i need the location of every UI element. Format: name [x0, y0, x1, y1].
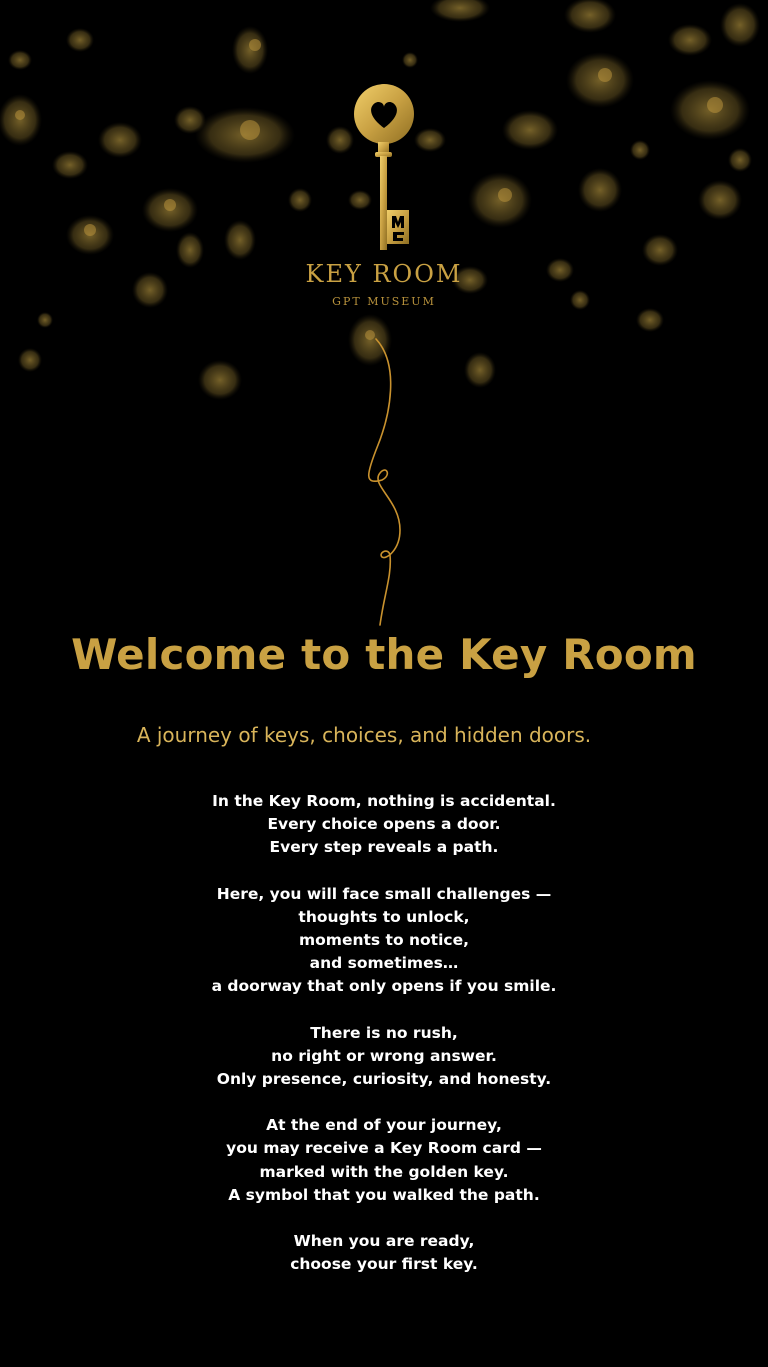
intro-stanza — [0, 1230, 768, 1276]
intro-line: A symbol that you walked the path. — [228, 1185, 540, 1204]
intro-stanza — [0, 1022, 768, 1092]
intro-line: There is no rush, — [310, 1023, 458, 1042]
intro-line: and sometimes… — [309, 954, 459, 973]
intro-line: no right or wrong answer. — [271, 1046, 497, 1065]
brand-name: KEY ROOM — [305, 260, 463, 288]
page-title: Welcome to the Key Room — [71, 630, 697, 679]
intro-line: choose your first key. — [290, 1255, 478, 1274]
intro-stanza — [0, 790, 768, 860]
intro-line: At the end of your journey, — [266, 1116, 502, 1135]
intro-line: Every step reveals a path. — [269, 838, 499, 857]
intro-line: When you are ready, — [293, 1232, 475, 1251]
intro-line: Every choice opens a door. — [267, 815, 501, 834]
intro-line: marked with the golden key. — [259, 1162, 509, 1181]
intro-text — [0, 790, 768, 1299]
page-tagline: A journey of keys, choices, and hidden doors. — [136, 723, 592, 747]
heart-key-icon — [340, 82, 430, 262]
intro-stanza — [0, 1114, 768, 1207]
intro-line: moments to notice, — [299, 931, 469, 950]
intro-line: you may receive a Key Room card — — [226, 1139, 542, 1158]
intro-line: thoughts to unlock, — [298, 907, 470, 926]
brand-subtitle: GPT MUSEUM — [332, 295, 436, 308]
intro-line: Here, you will face small challenges — — [216, 884, 552, 903]
intro-line: In the Key Room, nothing is accidental. — [212, 792, 556, 810]
intro-line: Only presence, curiosity, and honesty. — [216, 1070, 552, 1089]
golden-thread-icon — [340, 335, 420, 635]
intro-line: a doorway that only opens if you smile. — [211, 977, 557, 996]
intro-stanza — [0, 883, 768, 999]
